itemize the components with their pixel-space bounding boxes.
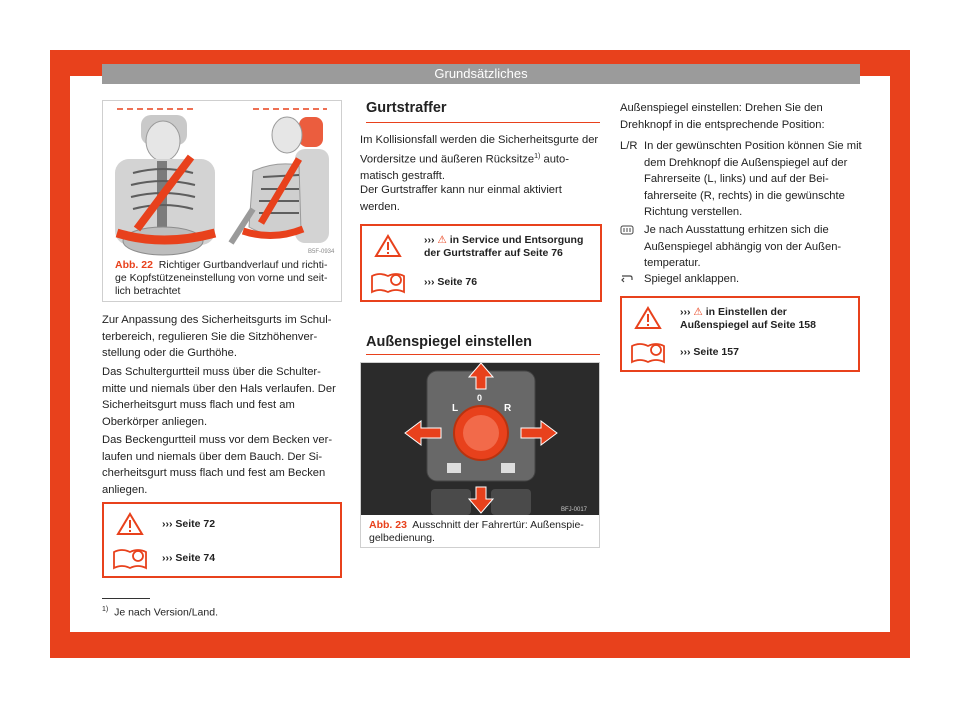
book-info-icon xyxy=(112,546,148,570)
middle-paragraph-1-end: auto-matisch gestrafft. xyxy=(360,153,569,182)
note-ref[interactable]: ››› Seite 157 xyxy=(680,346,739,358)
warning-icon xyxy=(374,234,402,258)
warning-icon xyxy=(116,512,144,536)
figure-23 xyxy=(360,362,600,548)
book-info-icon xyxy=(630,340,666,364)
warning-ref[interactable] xyxy=(680,306,852,332)
left-warning-box xyxy=(102,502,342,578)
page-header: Grundsätzliches xyxy=(102,64,860,84)
heading-aussenspiegel: Außenspiegel einstellen xyxy=(366,334,532,350)
figure-code: B5F-0934 xyxy=(308,249,335,255)
warning-ref[interactable]: ››› Seite 72 xyxy=(162,518,216,530)
middle-paragraph-1-text: Im Kollisionsfall werden die Sicherheitsgurte der Vordersitze und äußeren Rücksitze xyxy=(360,134,599,166)
knob-label-l: L xyxy=(452,403,459,414)
mirror-control-illustration xyxy=(361,363,599,515)
mirror-fold-icon xyxy=(620,274,634,284)
note-ref[interactable]: ››› Seite 74 xyxy=(162,552,216,564)
middle-warning-box xyxy=(360,224,602,302)
book-info-icon xyxy=(370,270,406,294)
warning-ref-text: in Einstellen der Außenspiegel auf Seite 158 xyxy=(680,306,816,331)
position-text: In der gewünschten Position können Sie mit dem Drehknopf die Außenspiegel auf der Fahrerseite (L, links) und auf der Bei-fahrerseite (R, rechts) in die gewünschte Richtung verstellen. xyxy=(644,140,862,218)
left-paragraph-1: Zur Anpassung des Sicherheitsgurts im Schul-terbereich, regulieren Sie die Sitzhöhenver-stellung oder die Gurthöhe. xyxy=(102,314,332,359)
right-intro: Außenspiegel einstellen: Drehen Sie den Drehknopf in die entsprechende Position: xyxy=(620,102,825,131)
right-warning-box xyxy=(620,296,860,372)
footnote-mark: 1) xyxy=(534,152,541,160)
warning-ref-prefix: ››› xyxy=(680,306,691,318)
knob-label-r: R xyxy=(504,403,512,414)
middle-paragraph-2: Der Gurtstraffer kann nur einmal aktiviert werden. xyxy=(360,184,562,213)
warning-ref-text: in Service und Entsorgung der Gurtstraffer auf Seite 76 xyxy=(424,234,584,259)
left-paragraph-3: Das Beckengurtteil muss vor dem Becken ver-laufen und niemals über dem Bauch. Der Si-cherheitsgurt muss flach und fest am Becken anliegen. xyxy=(102,434,333,496)
footnote-number: 1) xyxy=(102,606,109,613)
left-paragraph-2: Das Schultergurtteil muss über die Schulter-mitte und niemals über den Hals verlaufen. Der Sicherheitsgurt muss flach und fest am Oberkörper anliegen. xyxy=(102,366,336,428)
figure-caption xyxy=(115,259,333,298)
note-ref[interactable]: ››› Seite 76 xyxy=(424,276,478,288)
inline-warning-icon: ⚠ xyxy=(437,234,447,246)
heading-rule xyxy=(366,354,600,355)
figure-code: BFJ-0017 xyxy=(561,507,588,513)
warning-ref[interactable] xyxy=(424,234,594,260)
warning-icon xyxy=(634,306,662,330)
seatbelt-illustration xyxy=(103,101,341,259)
figure-label: Abb. 22 xyxy=(115,259,153,271)
footnote-text: Je nach Version/Land. xyxy=(114,606,218,619)
figure-caption xyxy=(369,519,591,545)
page-number: 21 xyxy=(876,618,888,630)
position-text: Je nach Ausstattung erhitzen sich die Außenspiegel abhängig von der Außen-temperatur. xyxy=(644,224,842,269)
figure-caption-text: Richtiger Gurtbandverlauf und richti-ge Kopfstützeneinstellung von vorne und seit-lich betrachtet xyxy=(115,259,328,297)
figure-22 xyxy=(102,100,342,302)
position-text: Spiegel anklappen. xyxy=(644,273,740,285)
heading-rule xyxy=(366,122,600,123)
figure-label: Abb. 23 xyxy=(369,519,407,531)
footnote xyxy=(102,606,218,619)
figure-caption-text: Ausschnitt der Fahrertür: Außenspie-gelbedienung. xyxy=(369,519,584,544)
position-key: L/R xyxy=(620,140,638,152)
heading-gurtstraffer: Gurtstraffer xyxy=(366,100,447,116)
middle-paragraph-1 xyxy=(360,132,602,184)
inline-warning-icon: ⚠ xyxy=(693,306,703,318)
knob-label-0: 0 xyxy=(477,393,483,403)
mirror-heating-icon xyxy=(620,225,634,235)
warning-ref-prefix: ››› xyxy=(424,234,435,246)
footnote-rule xyxy=(102,598,150,599)
